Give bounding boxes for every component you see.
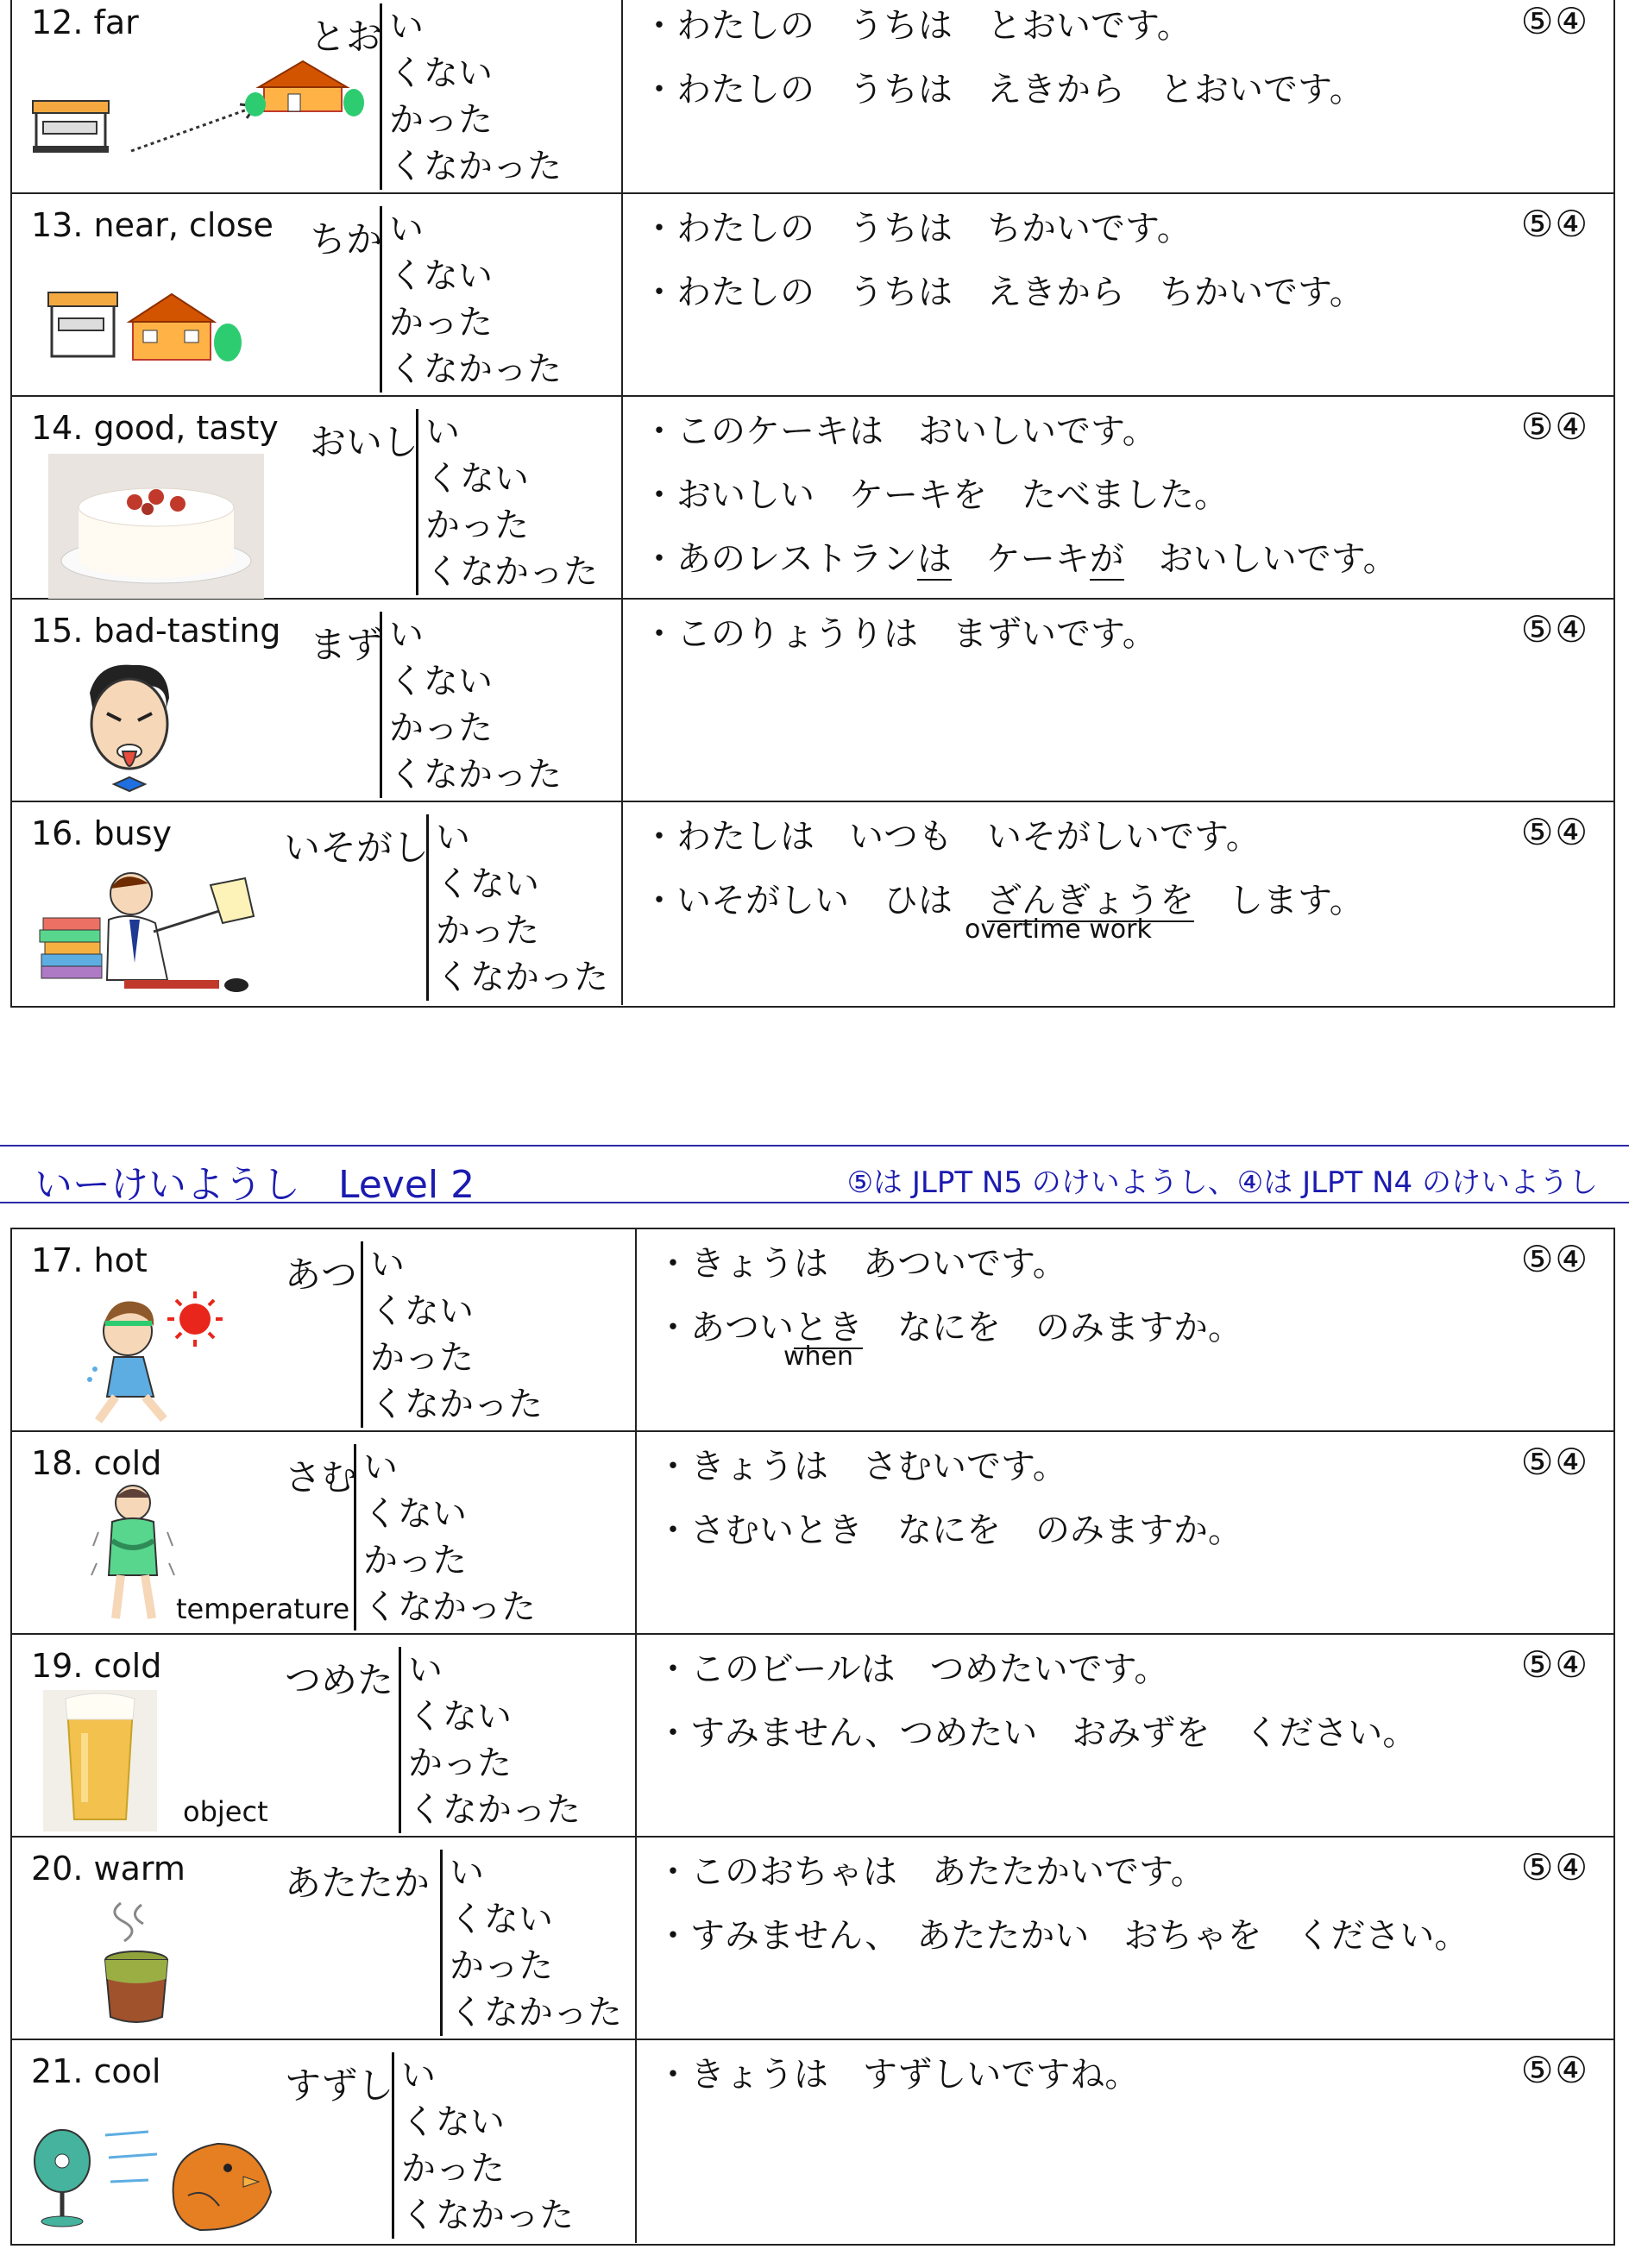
station-near-house-illustration <box>47 284 254 370</box>
form-kunakatta: くなかった <box>401 2196 574 2235</box>
example-cell <box>623 0 1613 192</box>
example-cell <box>637 1229 1613 1430</box>
example-sentence: ・さむいとき なにを のみますか。 <box>656 1511 1242 1550</box>
house-icon <box>129 294 242 361</box>
jlpt-level-marks: ⑤④ <box>1520 1441 1589 1483</box>
word-cell <box>12 1635 637 1836</box>
word-cell <box>12 1229 637 1430</box>
example-sentence: ・きょうは すずしいですね。 <box>656 2055 1140 2095</box>
form-kunakatta: くなかった <box>408 1790 581 1830</box>
sentence-part: ・あのレストラン <box>642 539 917 579</box>
conjugation-forms <box>354 1444 536 1630</box>
underlined-particle: が <box>1089 539 1124 579</box>
form-katta: かった <box>450 1946 553 1986</box>
form-katta: かった <box>389 100 493 140</box>
form-i: い <box>408 1650 443 1690</box>
gloss-overtime-work: overtime work <box>965 914 1152 945</box>
jlpt-level-marks: ⑤④ <box>1520 2049 1589 2091</box>
gloss-when: when <box>783 1341 854 1372</box>
station-icon <box>33 101 109 153</box>
word-stem: まず <box>310 624 383 666</box>
form-i: い <box>363 1448 398 1487</box>
sentence-part: ・いそがしい ひは <box>642 881 987 920</box>
word-stem: いそがし <box>284 826 430 869</box>
section-note: ⑤は JLPT N5 のけいようし、④は JLPT N4 のけいようし <box>846 1165 1598 1200</box>
conjugation-forms <box>380 3 562 190</box>
word-cell <box>12 397 623 598</box>
example-cell <box>637 1838 1613 2039</box>
sentence-part: ケーキ <box>951 539 1090 579</box>
hot-sun-illustration <box>81 1276 236 1426</box>
conjugation-forms <box>380 206 562 393</box>
example-sentence: ・わたしの うちは とおいです。 <box>642 6 1192 46</box>
word-english: 19. cold <box>31 1647 162 1685</box>
word-stem: あたたか <box>285 1862 431 1904</box>
house-icon <box>245 61 364 116</box>
form-kunai: くない <box>450 1900 553 1939</box>
word-stem: あつ <box>285 1253 358 1296</box>
example-sentence: ・きょうは あついです。 <box>656 1244 1067 1284</box>
example-cell <box>637 1635 1613 1836</box>
jlpt-level-marks: ⑤④ <box>1520 405 1589 448</box>
conjugation-forms <box>392 2052 574 2239</box>
example-sentence <box>642 531 1398 581</box>
vocab-row-21 <box>12 2040 1613 2243</box>
example-cell <box>637 2040 1613 2243</box>
form-katta: かった <box>370 1338 474 1378</box>
sentence-part: します。 <box>1194 881 1364 920</box>
sentence-part: おいしいです。 <box>1123 539 1398 579</box>
section-title: いーけいようし Level 2 <box>35 1163 475 1207</box>
word-cell <box>12 600 623 801</box>
jlpt-level-marks: ⑤④ <box>1520 1238 1589 1280</box>
form-kunai: くない <box>363 1494 467 1534</box>
example-sentence: ・このりょうりは まずいです。 <box>642 614 1157 654</box>
vocab-table-2 <box>10 1228 1615 2246</box>
word-stem: おいし <box>310 421 419 463</box>
form-katta: かった <box>389 303 493 342</box>
vocab-row-19 <box>12 1635 1613 1838</box>
word-english: 13. near, close <box>31 206 274 244</box>
example-cell <box>623 802 1613 1005</box>
form-i: い <box>389 210 424 249</box>
word-cell <box>12 2040 637 2243</box>
conjugation-forms <box>380 612 562 798</box>
word-cell <box>12 802 623 1005</box>
form-kunakatta: くなかった <box>389 349 562 389</box>
form-kunai: くない <box>425 459 529 499</box>
form-i: い <box>450 1853 484 1893</box>
example-cell <box>623 397 1613 598</box>
example-cell <box>623 194 1613 395</box>
jlpt-level-marks: ⑤④ <box>1520 1643 1589 1686</box>
disgusted-face-illustration <box>72 658 185 796</box>
example-sentence: ・わたしの うちは えきから ちかいです。 <box>642 273 1364 312</box>
vocab-row-12 <box>12 0 1613 194</box>
sentence-part: ・あつい <box>656 1308 794 1348</box>
example-cell <box>623 600 1613 801</box>
example-cell <box>637 1432 1613 1633</box>
jlpt-level-marks: ⑤④ <box>1520 203 1589 245</box>
bird-icon <box>173 2144 271 2230</box>
word-stem: ちか <box>310 218 383 261</box>
conjugation-forms <box>361 1241 543 1428</box>
form-katta: かった <box>436 911 539 951</box>
form-kunakatta: くなかった <box>363 1587 536 1627</box>
form-i: い <box>436 818 470 858</box>
form-kunakatta: くなかった <box>450 1993 622 2032</box>
word-stem: すずし <box>285 2064 394 2107</box>
jlpt-level-marks: ⑤④ <box>1520 608 1589 650</box>
form-kunai: くない <box>401 2102 505 2142</box>
word-stem: つめた <box>285 1659 394 1701</box>
word-english: 12. far <box>31 3 139 41</box>
form-i: い <box>389 615 424 655</box>
conjugation-forms <box>426 814 608 1001</box>
conjugation-forms <box>440 1850 622 2036</box>
form-kunai: くない <box>370 1291 474 1331</box>
section-header <box>0 1145 1629 1207</box>
conjugation-forms <box>416 409 598 595</box>
example-sentence: ・おいしい ケーキを たべました。 <box>642 475 1229 515</box>
label-object: object <box>183 1795 268 1828</box>
example-sentence <box>656 1300 1242 1349</box>
form-kunai: くない <box>389 256 493 296</box>
form-katta: かった <box>363 1541 467 1580</box>
example-sentence: ・すみません、つめたい おみずを ください。 <box>656 1713 1418 1753</box>
word-stem: とお <box>310 16 383 58</box>
jlpt-level-marks: ⑤④ <box>1520 0 1589 42</box>
vocab-row-18 <box>12 1432 1613 1635</box>
fan-and-bird-illustration <box>28 2109 286 2239</box>
form-kunakatta: くなかった <box>425 552 598 592</box>
word-english: 15. bad-tasting <box>31 612 281 650</box>
vocab-row-17 <box>12 1229 1613 1432</box>
example-sentence: ・このビールは つめたいです。 <box>656 1649 1169 1689</box>
form-i: い <box>389 7 424 47</box>
conjugation-forms <box>399 1647 581 1833</box>
word-cell <box>12 1432 637 1633</box>
fan-icon <box>35 2130 90 2227</box>
vocab-row-13 <box>12 194 1613 397</box>
word-english: 17. hot <box>31 1241 148 1279</box>
sentence-part: なにを のみますか。 <box>863 1308 1242 1348</box>
word-english: 21. cool <box>31 2052 161 2090</box>
beer-glass-illustration <box>43 1690 157 1831</box>
form-kunakatta: くなかった <box>389 147 562 186</box>
example-sentence: ・このおちゃは あたたかいです。 <box>656 1852 1205 1892</box>
shivering-person-illustration <box>90 1480 176 1632</box>
underlined-particle: は <box>916 539 952 579</box>
vocab-row-20 <box>12 1838 1613 2040</box>
word-english: 20. warm <box>31 1850 186 1888</box>
word-stem: さむ <box>285 1456 358 1498</box>
word-english: 14. good, tasty <box>31 409 279 447</box>
vocab-row-16 <box>12 802 1613 1005</box>
vocab-row-14 <box>12 397 1613 600</box>
form-katta: かった <box>389 708 493 748</box>
jlpt-level-marks: ⑤④ <box>1520 811 1589 853</box>
form-kunai: くない <box>408 1697 512 1737</box>
form-i: い <box>401 2056 436 2095</box>
form-katta: かった <box>401 2149 505 2189</box>
example-sentence: ・このケーキは おいしいです。 <box>642 412 1157 451</box>
word-cell <box>12 0 623 192</box>
example-sentence: ・わたしは いつも いそがしいです。 <box>642 817 1261 857</box>
tea-cup-illustration <box>90 1896 185 2031</box>
busy-worker-illustration <box>38 859 271 997</box>
form-kunai: くない <box>389 53 493 93</box>
underlined-word: ざんぎょうを <box>987 881 1194 920</box>
form-i: い <box>425 412 460 452</box>
form-i: い <box>370 1245 405 1285</box>
word-cell <box>12 1838 637 2039</box>
word-english: 16. busy <box>31 814 173 852</box>
cake-illustration <box>48 454 264 599</box>
example-sentence: ・すみません、 あたたかい おちゃを ください。 <box>656 1916 1469 1956</box>
form-kunai: くない <box>436 864 539 904</box>
example-sentence: ・わたしの うちは ちかいです。 <box>642 209 1192 248</box>
example-sentence: ・きょうは さむいです。 <box>656 1447 1067 1486</box>
form-kunakatta: くなかった <box>389 755 562 795</box>
label-temperature: temperature <box>176 1593 350 1625</box>
form-kunakatta: くなかった <box>436 958 608 997</box>
word-cell <box>12 194 623 395</box>
example-sentence: ・わたしの うちは えきから とおいです。 <box>642 70 1364 110</box>
form-kunai: くない <box>389 662 493 701</box>
station-icon <box>48 292 117 356</box>
form-katta: かった <box>408 1743 512 1783</box>
station-house-illustration <box>29 56 366 185</box>
vocab-row-15 <box>12 600 1613 802</box>
jlpt-level-marks: ⑤④ <box>1520 1846 1589 1888</box>
underlined-word: とき <box>794 1308 863 1348</box>
form-katta: かった <box>425 506 529 545</box>
form-kunakatta: くなかった <box>370 1385 543 1424</box>
word-english: 18. cold <box>31 1444 162 1482</box>
vocab-table-1 <box>10 0 1615 1008</box>
sun-icon <box>167 1291 223 1347</box>
